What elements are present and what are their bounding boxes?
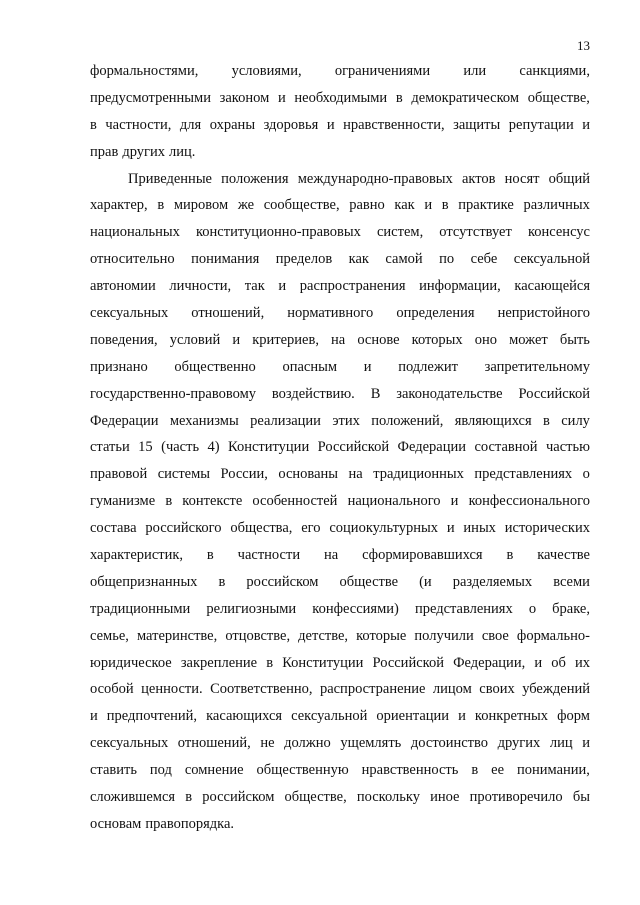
word: разделяемых xyxy=(452,573,533,590)
word: России, xyxy=(220,466,268,483)
word: актов xyxy=(461,170,496,187)
word: традиционными xyxy=(90,600,191,617)
word: ее xyxy=(491,762,505,779)
word: сообществе, xyxy=(263,197,340,214)
word: и xyxy=(450,493,459,510)
word: ценности. xyxy=(141,681,203,698)
word: касающихся xyxy=(206,708,283,725)
word: относительно xyxy=(90,251,175,268)
word: положений, xyxy=(371,412,444,429)
word: распространения xyxy=(299,278,406,295)
word: о xyxy=(582,466,590,483)
text-line xyxy=(90,246,590,273)
word: необходимыми xyxy=(294,89,388,106)
word: в xyxy=(543,412,550,429)
paragraph-2 xyxy=(90,166,590,838)
word: поведения, xyxy=(90,331,158,348)
word: оно xyxy=(474,331,498,348)
text-line xyxy=(90,381,590,408)
word: убеждений xyxy=(522,681,590,698)
word: критериев, xyxy=(252,331,319,348)
text-line xyxy=(90,784,590,811)
word: противоречило xyxy=(469,789,563,806)
word: характеристик, xyxy=(90,547,184,564)
word: браке, xyxy=(552,600,590,617)
word: системы xyxy=(157,466,211,483)
word: закрепление xyxy=(180,654,258,671)
word: законодательстве xyxy=(396,385,503,402)
word: (и xyxy=(419,573,432,590)
word: репутации xyxy=(508,116,574,133)
word: условиями, xyxy=(231,63,302,79)
text-line xyxy=(90,676,590,703)
word: условий xyxy=(169,331,221,348)
text-line xyxy=(90,112,590,139)
word: и xyxy=(363,358,372,375)
text-line xyxy=(90,515,590,542)
word: подлежит xyxy=(398,358,458,375)
word: об xyxy=(551,654,566,671)
word: иное xyxy=(430,789,460,806)
word: по xyxy=(439,251,455,268)
text-line xyxy=(90,757,590,784)
word: иных xyxy=(463,520,496,537)
word: конфессиями) xyxy=(312,600,399,617)
word: Конституции xyxy=(282,654,364,671)
word: не xyxy=(260,735,275,752)
text-line xyxy=(90,623,590,650)
word: носят xyxy=(504,170,540,187)
word: правопорядка. xyxy=(145,815,235,832)
word: сложившемся xyxy=(90,789,176,806)
word: ограничениями xyxy=(334,63,431,79)
word: о xyxy=(528,600,537,617)
word: отношений, xyxy=(177,735,251,752)
word: основам xyxy=(90,815,142,832)
word: в xyxy=(157,197,165,214)
word: же xyxy=(237,197,255,214)
word: распространение xyxy=(319,681,426,698)
word: реализации xyxy=(250,412,321,429)
word: форм xyxy=(557,708,590,725)
word: систем, xyxy=(376,224,424,241)
word: запретительному xyxy=(484,358,590,375)
text-line xyxy=(90,542,590,569)
word: как xyxy=(348,251,369,268)
word: других xyxy=(122,143,165,160)
word: на xyxy=(331,331,346,348)
text-line xyxy=(90,273,590,300)
text-line xyxy=(90,488,590,515)
word: на xyxy=(323,547,339,564)
word: Соответственно, xyxy=(210,681,313,698)
word: воздействию. xyxy=(271,385,355,402)
word: защиты xyxy=(453,116,501,133)
word: силу xyxy=(561,412,590,429)
word: в xyxy=(441,197,449,214)
word: основаны xyxy=(278,466,339,483)
word: и xyxy=(458,708,466,725)
word: национальных xyxy=(90,224,180,241)
word: и xyxy=(326,116,335,133)
word: и xyxy=(446,520,455,537)
word: механизмы xyxy=(169,412,239,429)
word: отсутствует xyxy=(439,224,512,241)
word: так xyxy=(244,278,265,295)
word: Конституции xyxy=(228,439,310,456)
word: детстве, xyxy=(298,627,349,644)
word: в xyxy=(266,654,274,671)
word: демократическом xyxy=(411,89,520,106)
word: отношений, xyxy=(191,305,265,322)
text-line xyxy=(90,730,590,757)
word: ориентации xyxy=(376,708,450,725)
word: в xyxy=(165,493,173,510)
word: санкциями, xyxy=(519,63,590,79)
text-line xyxy=(90,166,590,193)
word: лиц xyxy=(549,735,573,752)
word: сексуальной xyxy=(513,251,590,268)
word: формальностями, xyxy=(90,63,199,79)
text-line xyxy=(90,139,590,166)
word: сексуальной xyxy=(291,708,368,725)
word: консенсус xyxy=(527,224,590,241)
word: Российской xyxy=(372,654,444,671)
word: в xyxy=(90,116,97,133)
word: составной xyxy=(474,439,538,456)
word: В xyxy=(370,385,381,402)
word: бы xyxy=(572,789,590,806)
word: себе xyxy=(470,251,498,268)
word: конкретных xyxy=(474,708,549,725)
word: государственно-правовому xyxy=(90,385,256,402)
text-line xyxy=(90,569,590,596)
word: прав xyxy=(90,143,119,160)
word: лиц. xyxy=(169,143,196,160)
word: поскольку xyxy=(356,789,420,806)
word: отцовстве, xyxy=(225,627,291,644)
word: лицом xyxy=(432,681,472,698)
word: быть xyxy=(559,331,590,348)
word: опасным xyxy=(282,358,338,375)
word: непристойного xyxy=(497,305,590,322)
word: характер, xyxy=(90,197,148,214)
text-line xyxy=(90,58,590,85)
word: практике xyxy=(458,197,514,214)
text-line xyxy=(90,192,590,219)
word: исторических xyxy=(504,520,590,537)
page-number: 13 xyxy=(577,38,590,53)
word: в xyxy=(185,789,193,806)
word: понимания xyxy=(191,251,260,268)
word: особенностей xyxy=(252,493,338,510)
word: Российской xyxy=(317,439,390,456)
text-line xyxy=(90,219,590,246)
text-line xyxy=(90,408,590,435)
word: сформировавшихся xyxy=(362,547,483,564)
word: конфессионального xyxy=(468,493,590,510)
word: Федерации, xyxy=(453,654,526,671)
word: общий xyxy=(548,170,590,187)
text-line xyxy=(90,703,590,730)
word: для xyxy=(179,116,202,133)
word: контексте xyxy=(182,493,243,510)
word: представлениях xyxy=(414,600,513,617)
word: особой xyxy=(90,681,134,698)
word: предпочтений, xyxy=(106,708,198,725)
word: в xyxy=(218,573,226,590)
word: других xyxy=(497,735,541,752)
word: под xyxy=(149,762,172,779)
word: гуманизме xyxy=(90,493,156,510)
word: самой xyxy=(385,251,423,268)
word: пределов xyxy=(275,251,333,268)
word: своих xyxy=(479,681,515,698)
word: здоровья xyxy=(263,116,319,133)
word: законом xyxy=(219,89,270,106)
word: которых xyxy=(411,331,463,348)
text-line xyxy=(90,811,590,838)
word: свое xyxy=(481,627,509,644)
word: Федерации xyxy=(397,439,467,456)
word: в xyxy=(395,89,403,106)
word: мировом xyxy=(173,197,229,214)
word: российском xyxy=(202,789,275,806)
text-line xyxy=(90,300,590,327)
word: как xyxy=(394,197,415,214)
word: признано xyxy=(90,358,148,375)
word: Федерации xyxy=(90,412,159,429)
word: Российской xyxy=(518,385,590,402)
text-line xyxy=(90,354,590,381)
word: представлениях xyxy=(474,466,573,483)
word: состава xyxy=(90,520,137,537)
word: юридическое xyxy=(90,654,172,671)
word: охраны xyxy=(209,116,256,133)
word: (часть xyxy=(161,439,200,456)
word: личности, xyxy=(169,278,232,295)
word: всеми xyxy=(553,573,590,590)
word: различных xyxy=(523,197,590,214)
body-text xyxy=(90,58,590,838)
word: его xyxy=(301,520,321,537)
word: и xyxy=(582,735,590,752)
text-line xyxy=(90,85,590,112)
word: может xyxy=(509,331,548,348)
word: частности, xyxy=(105,116,172,133)
word: являющихся xyxy=(454,412,532,429)
word: и xyxy=(277,89,286,106)
word: их xyxy=(574,654,590,671)
word: российского xyxy=(145,520,222,537)
word: и xyxy=(232,331,241,348)
word: должно xyxy=(284,735,331,752)
word: нравственности, xyxy=(343,116,445,133)
word: получили xyxy=(414,627,474,644)
word: на xyxy=(348,466,363,483)
word: социокультурных xyxy=(329,520,438,537)
word: или xyxy=(463,63,487,79)
text-line xyxy=(90,461,590,488)
word: общественную xyxy=(256,762,349,779)
word: и xyxy=(278,278,287,295)
word: обществе, xyxy=(284,789,347,806)
word: 15 xyxy=(138,439,153,456)
word: национального xyxy=(347,493,441,510)
word: сексуальных xyxy=(90,305,169,322)
word: сомнение xyxy=(184,762,244,779)
word: положения xyxy=(221,170,289,187)
word: семье, xyxy=(90,627,129,644)
word: основе xyxy=(357,331,400,348)
word: в xyxy=(471,762,479,779)
word: российском xyxy=(246,573,319,590)
word: и xyxy=(582,116,590,133)
word: нормативного xyxy=(287,305,374,322)
word: предусмотренными xyxy=(90,89,211,106)
word: ставить xyxy=(90,762,137,779)
word: религиозными xyxy=(206,600,297,617)
word: частью xyxy=(545,439,590,456)
text-line xyxy=(90,650,590,677)
word: определения xyxy=(396,305,475,322)
word: традиционных xyxy=(373,466,464,483)
word: нравственность xyxy=(361,762,459,779)
word: касающейся xyxy=(514,278,590,295)
word: частности xyxy=(237,547,301,564)
word: сексуальных xyxy=(90,735,169,752)
word: Приведенные xyxy=(128,170,212,187)
word: автономии xyxy=(90,278,156,295)
word: качестве xyxy=(537,547,590,564)
word: в xyxy=(206,547,214,564)
word: конституционно-правовых xyxy=(195,224,361,241)
word: в xyxy=(506,547,514,564)
word: международно-правовых xyxy=(297,170,453,187)
word: материнстве, xyxy=(136,627,218,644)
word: и xyxy=(424,197,433,214)
word: формально- xyxy=(516,627,590,644)
word: которые xyxy=(356,627,407,644)
text-line xyxy=(90,327,590,354)
word: достоинство xyxy=(410,735,488,752)
paragraph-1 xyxy=(90,58,590,166)
word: понимании, xyxy=(516,762,590,779)
word: общества, xyxy=(230,520,293,537)
word: этих xyxy=(332,412,360,429)
text-line xyxy=(90,596,590,623)
word: и xyxy=(90,708,98,725)
word: общепризнанных xyxy=(90,573,198,590)
word: 4) xyxy=(207,439,220,456)
word: обществе, xyxy=(527,89,590,106)
word: равно xyxy=(349,197,385,214)
text-line xyxy=(90,434,590,461)
word: правовой xyxy=(90,466,148,483)
word: ущемлять xyxy=(340,735,402,752)
word: обществе xyxy=(339,573,399,590)
word: информации, xyxy=(419,278,501,295)
word: статьи xyxy=(90,439,130,456)
word: и xyxy=(534,654,543,671)
word: общественно xyxy=(174,358,256,375)
